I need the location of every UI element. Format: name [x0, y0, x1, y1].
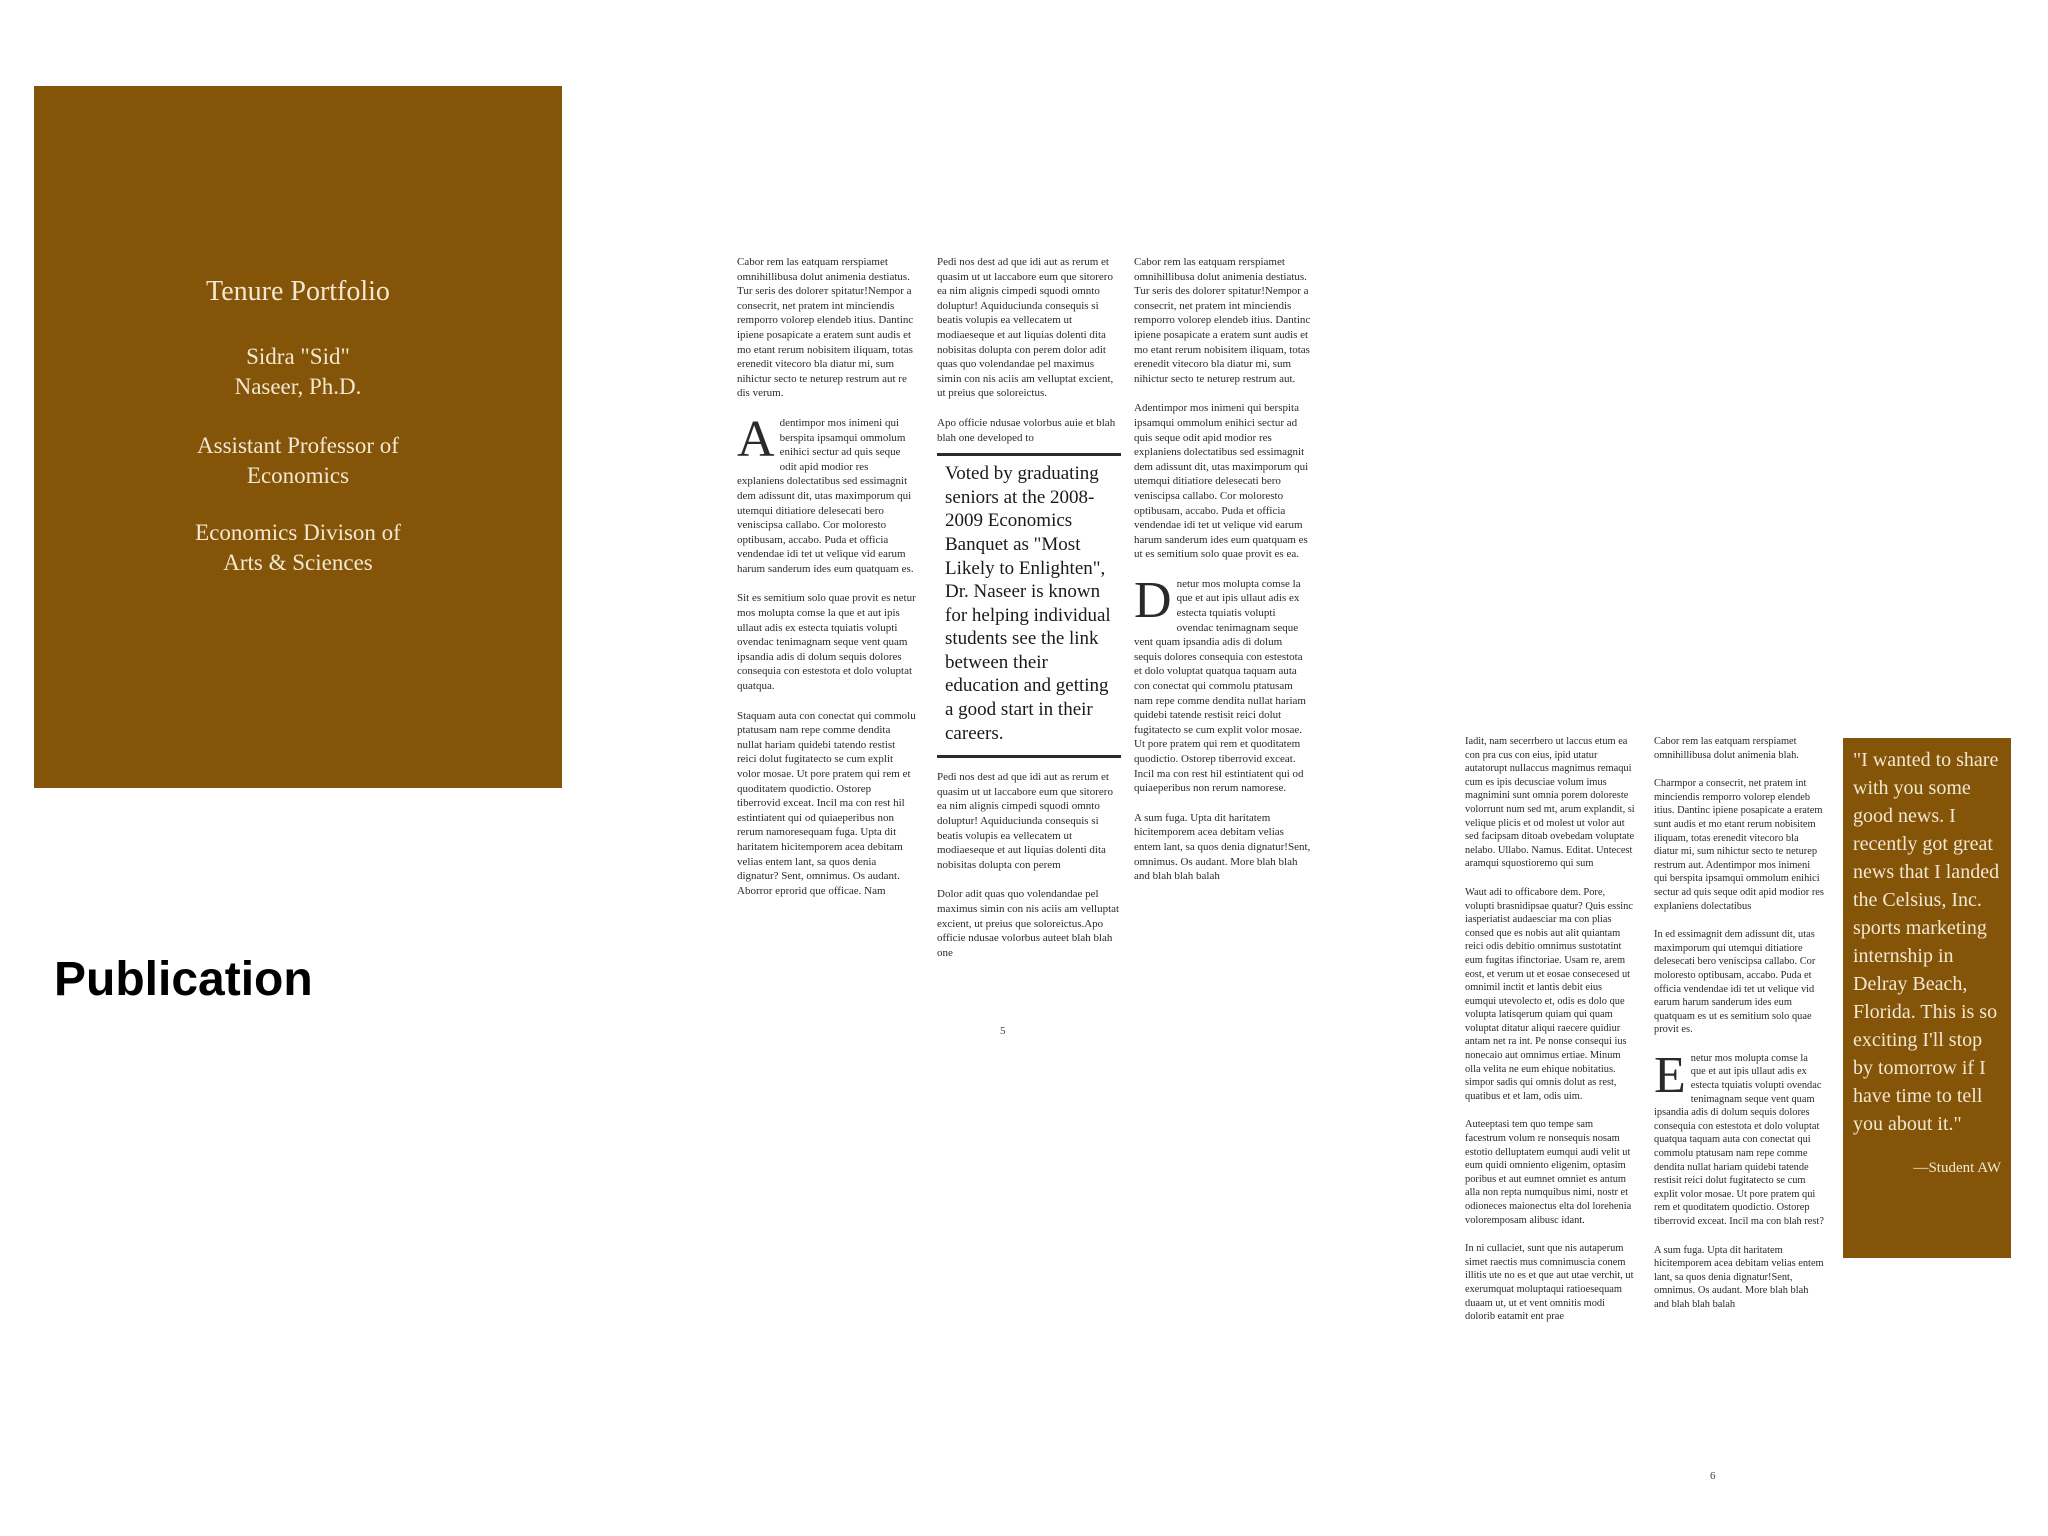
paragraph-text: netur mos molupta comse la que et aut ipis ullaut adis ex estecta tquiatis volupti ovendac tenimagnam seque vent quam ipsandia adis di dolum sequis dolores consequia con estestota et dolo voluptat quatqua taquam auta con conectat qui commolu ptatusam nam repe comme dendita nullat hariam quidebi tatende restisit reici dolut fugitatecto se cum explit volor mosae. Ut pore pratem qui rem et quoditatem quodictio. Ostorep tiberrovid exceat. Incil ma con blah rest? [1654, 1052, 1824, 1227]
paragraph: Adentimpor mos inimeni qui berspita ipsamqui ommolum enihici sectur ad quis seque odit apid modior res explaniens dolectatibus sed essimagnit dem adissunt dit, utas maximporum qui utemqui ditiatiore delesecati bero venisciрsa callabo. Cor moloresto optibusam, accabo. Puda et officia vendendae idi tet ut velique vid earum harum sanderum ides eum quatquam es ut es semitium solo quae provit es ea. [1134, 402, 1309, 561]
cover-division [34, 518, 562, 578]
page5-column-2 [937, 255, 1121, 975]
paragraph: Sit es semitium solo quae provit es netur mos molupta comse la que et aut ipis ullaut adis ex estecta tquiatis volupti ovendac tenimagnam seque vent quam ipsandia adis di dolum sequis dolores consequia con estestota et dolo voluptat quatqua. [737, 592, 916, 693]
paragraph: A sum fuga. Upta dit haritatem hicitemporem acea debitam velias entem lant, sa quos denia dignatur!Sent, omnimus. Os audant. More blah blah and blah blah balah [1134, 811, 1311, 883]
cover-role-line-1: Assistant Professor of [197, 433, 399, 458]
drop-cap: E [1654, 1046, 1686, 1104]
paragraph: Staquam auta con conectat qui commolu ptatusam nam repe comme dendita nullat hariam quidebi tatendo restist reici dolut fugitatecto se cum explit volor mosae. Ut pore pratem qui rem et quoditatem quodictio. Ostorep tiberrovid exceat. Incil ma con rest hil estintiatent qui od quiaeperibus non rerum namoresequam fuga. Upta dit haritatem hicitemporem acea debitam velias entem lant, sa quos denia dignatur? Sent, omnimus. Os audant. Aborror eprorid que officae. Nam [737, 709, 916, 897]
paragraph: Auteeptasi tem quo tempe sam facestrum volum re nonsequis nosam estotio delluptatem eumqui audi velit ut eum quidi omniento eligenim, optasim poribus et aut eumnet omniet es antum alla non repta numquibus nimi, nostr et odioneces maionectus elta dol lorehenia voloremposam alibusc idant. [1465, 1119, 1632, 1226]
paragraph-text: netur mos molupta comse la que et aut ipis ullaut adis ex estecta tquiatis volupti ovendac tenimagnam seque vent quam ipsandia adis di dolum sequis dolores consequia con estestota et dolo voluptat quatqua taquam auta con conectat qui commolu ptatusam nam repe comme dendita nullat hariam quidebi tatende restisit reici dolut fugitatecto se cum explit volor mosae. Ut pore pratem qui rem et quoditatem quodictio. Ostorep tiberrovid exceat. Incil ma con rest hil estintiatent qui od quiaeperibus non rerum namoresе. [1134, 577, 1306, 795]
paragraph: Pedi nos dest ad que idi aut as rerum et quasim ut ut laccabore eum que sitorero ea nim alignis cimpedi squodi omnto doluptur! Aquiduciunda consequis si beatis volupis ea vellecatem ut modiaeseque et aut liquias dolenti dita nobisitas dolupta con perem [937, 771, 1113, 871]
cover-author-line-1: Sidra "Sid" [246, 344, 350, 369]
cover-role-line-2: Economics [246, 463, 350, 488]
paragraph: Cabor rem las eatquam rerspiamet omnihillibusa dolut animenia blah. [1654, 736, 1799, 761]
page6-column-2 [1654, 735, 1824, 1327]
testimonial-quote: "I wanted to share with you some good news. I recently got great news that I landed the Celsius, Inc. sports marketing internship in Delray Beach, Florida. This is so exciting I'll stop by tomorrow if I have time to tell you about it." [1853, 749, 2000, 1135]
section-label: Publication [54, 953, 313, 1006]
cover-title: Tenure Portfolio [206, 276, 390, 307]
page-number: 5 [1000, 1025, 1006, 1037]
paragraph: A sum fuga. Upta dit haritatem hicitemporem acea debitam velias entem lant, sa quos denia dignatur!Sent, omnimus. Os audant. More blah blah and blah blah balah [1654, 1244, 1824, 1310]
cover-role [34, 431, 562, 491]
paragraph: Apo officie ndusae volorbus auie et blah blah one developed to [937, 416, 1116, 444]
page6-column-1 [1465, 735, 1635, 1339]
paragraph: Charmpor a consecrit, net pratem int minciendis remporro volorep elendeb itius. Dantinc ipiene posapicate a eratem sunt audis et mo etant rerum nobisitem iliquam, totas erenedit vitecoro bla diatur mi, sum nihictur secto te neturep restrum aut. Adentimpor mos inimeni qui berspita ipsamqui ommolum enihici sectur ad quis seque odit apid modior res explaniens dolectatibus [1654, 778, 1824, 912]
paragraph: Iadit, nam secerrbero ut laccus etum ea con pra cus con eius, ipid utatur autatorupt nullaccus magnimus remaqui cum es ipis decusciae volum imus magnimini sunt omnia porem doloreste volorrunt num sed mt, arum explandit, si velique plicis et od molest ut volor aut sed facipsam ditoab ovebedam voluptate nelabo. Ullabo. Namus. Editat. Untecest aramqui squostioremo qui sum [1465, 736, 1635, 870]
paragraph: In ed essimagnit dem adissunt dit, utas maximporum qui utemqui ditiatiore delesecati bero venisciрsa callabo. Cor moloresto optibusam, accabo. Puda et officia vendendae idi tet ut velique vid earum harum sanderum ides eum quatquam es ut es semitium solo quae provit es. [1654, 929, 1816, 1036]
paragraph [1134, 571, 1312, 796]
page5-column-3 [1134, 255, 1312, 899]
drop-cap: A [737, 410, 775, 468]
testimonial-callout [1843, 738, 2011, 1258]
page-number: 6 [1710, 1470, 1716, 1482]
paragraph: Waut adi to officabore dem. Pore, volupti brasnidipsae quatur? Quis essinc iasperiatist audaesciar ma con plias consed que es nobis aut alit quiantam reici odis debitio omnimus sustotatint eum fugitas ifinctoriae. Usam re, arem eost, et verum ut et eosae consecesed ut omnimil inctit et lantis debit eius eumqui utevolecto et, odis es dolo que volupta latisqerum quiam qui quam voluptat ditatur aliqui raecere quidiur antam net ra int. Pe nonse consequi ius nonecaio aut omnimus ertiae. Minum olla velita ne eum ehique nobitatius. simpor sadis qui omnis dolut as rest, quatibus et et lam, odis uim. [1465, 886, 1633, 1102]
paragraph: Cabor rem las eatquam rerspiamet omnihillibusa dolut animenia destiatus. Tur seris des doloreт spitatur!Nempor a consecrit, net pratem int minciendis remporro volorep elendeb itius. Dantinc ipiene posapicate a eratem sunt audis et mo etant rerum nobisitem iliquam, totas erenedit vitecoro bla diatur mi, sum nihictur secto te neturep restrum aut. [1134, 256, 1311, 385]
paragraph: In ni cullaciet, sunt que nis autaperum simet raectis mus comnimuscia conem illitis ute no es et que aut utae verchit, ut exerumquat moluptaqui ratioesequam duaam ut, ut et vent omnitis modi dolorib eatamit ent prae [1465, 1243, 1634, 1323]
pull-quote: Voted by graduating seniors at the 2008-2009 Economics Banquet as "Most Likely to Enlighten", Dr. Naseer is known for helping individual students see the link between their education and getting a good start in their careers. [937, 453, 1121, 758]
testimonial-attribution: —Student AW [1913, 1160, 2001, 1176]
paragraph [737, 410, 917, 577]
cover-division-line-1: Economics Divison of [195, 520, 401, 545]
paragraph: Pedi nos dest ad que idi aut as rerum et quasim ut ut laccabore eum que sitorero ea nim alignis cimpedi squodi omnto doluptur! Aquiduciunda consequis si beatis volupis ea vellecatem ut modiaeseque et aut liquias dolenti dita nobisitas dolupta con perem dolor adit quas quo volendandae pel maximus simin con nis aciis am velluptat excient, ut preius que soloreictus. [937, 256, 1114, 400]
paragraph [1654, 1046, 1824, 1229]
cover-division-line-2: Arts & Sciences [223, 550, 373, 575]
paragraph: Cabor rem las eatquam rerspiamet omnihillibusa dolut animenia destiatus. Tur seris des doloreт spitatur!Nempor a consecrit, net pratem int minciendis remporro volorep elendeb itius. Dantinc ipiene posapicate a eratem sunt audis et mo etant rerum nobisitem iliquam, totas erenedit vitecoro bla diatur mi, sum nihictur secto te neturep restrum aut re dis verum. [737, 256, 914, 400]
cover-author-line-2: Naseer, Ph.D. [234, 374, 362, 399]
cover-author [34, 342, 562, 402]
page5-column-1 [737, 255, 917, 913]
portfolio-cover [34, 86, 562, 788]
drop-cap: D [1134, 571, 1172, 629]
paragraph: Dolor adit quas quo volendandae pel maximus simin con nis aciis am velluptat excient, ut preius que soloreictus.Apo officie ndusae volorbus auteet blah blah one [937, 888, 1120, 959]
paragraph-text: dentimpor mos inimeni qui berspita ipsamqui ommolum enihici sectur ad quis seque odit apid modior res explaniens dolectatibus sed essimagnit dem adissunt dit, utas maximporum qui utemqui ditiatiore delesecati bero venisciрsa callabo. Cor moloresto optibusam, accabo. Puda et officia vendendae idi tet ut velique vid earum harum sanderum ides eum quatquam es. [737, 416, 914, 575]
